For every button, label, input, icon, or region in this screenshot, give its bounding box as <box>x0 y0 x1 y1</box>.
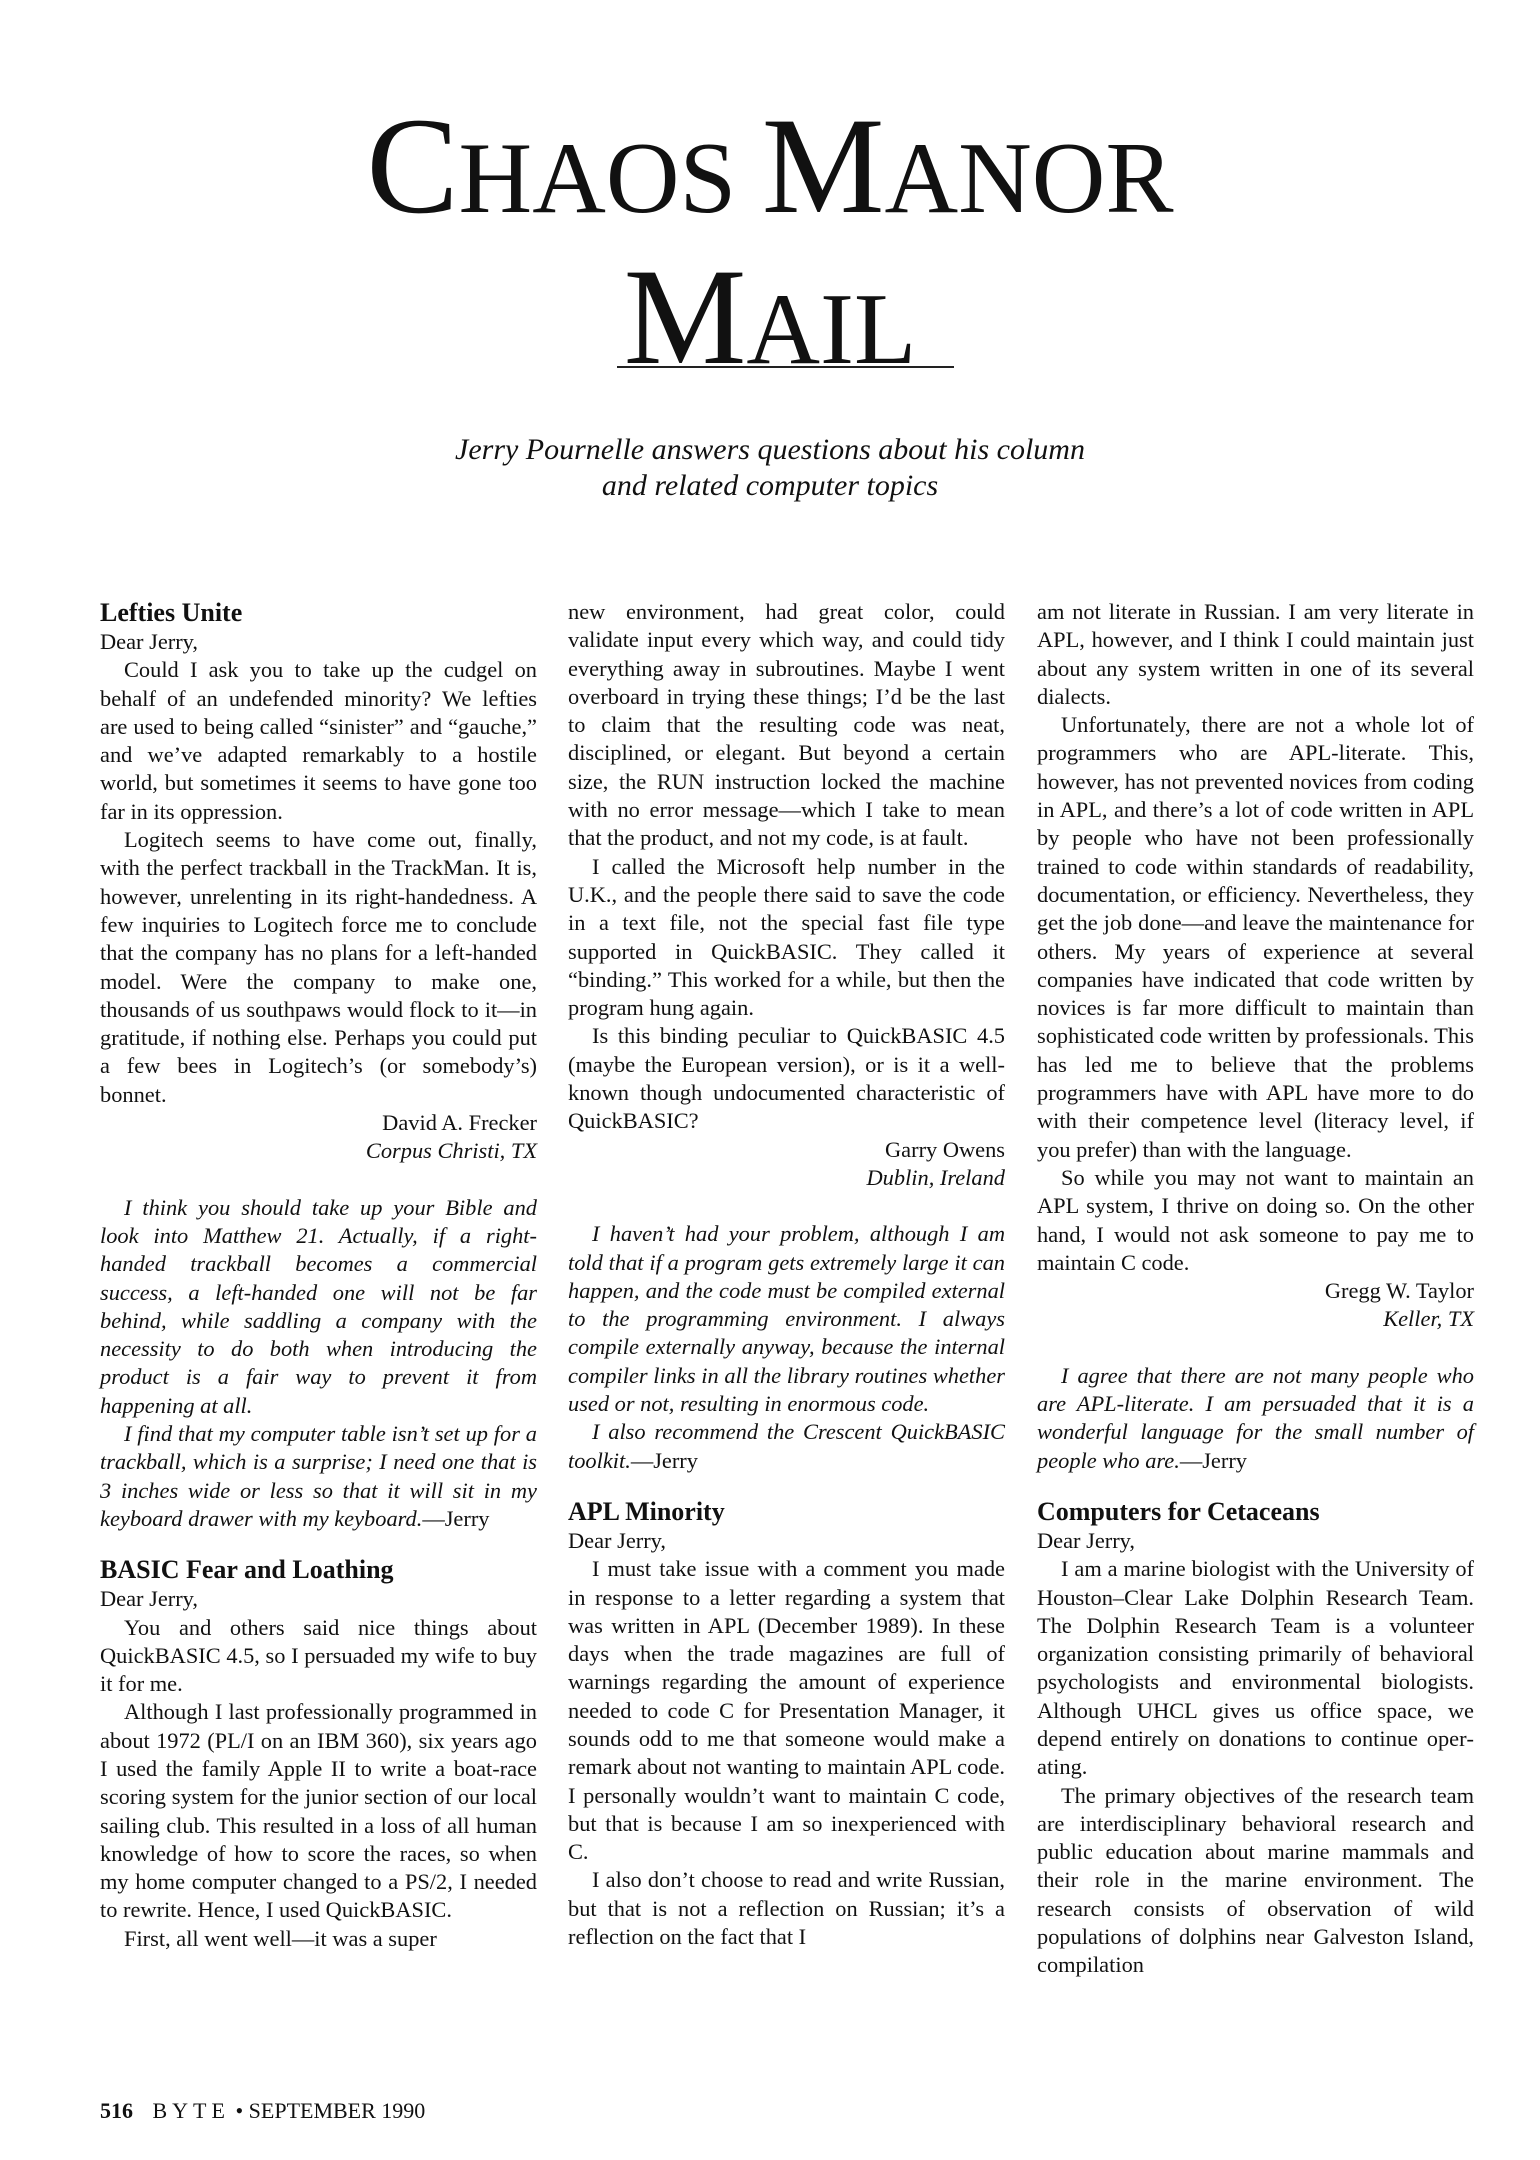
reply-signoff: —Jerry <box>630 1447 698 1473</box>
editor-reply <box>100 1194 537 1420</box>
title-line-2 <box>0 240 1540 410</box>
body-paragraph: First, all went well—it was a super <box>124 1925 437 1951</box>
reply-text: I think you should take up your Bible and look into Matthew 21. Actually, if a right-handed trackball becomes a commercial success, a left-handed one will not be far behind, while saddling a company with the necessity to do both when introducing the product is a fair way to prevent it from happening at all. <box>100 1194 537 1418</box>
page-footer <box>100 2098 425 2124</box>
letter-signature: David A. Frecker <box>382 1110 537 1136</box>
title-glyphs: M <box>623 240 747 393</box>
reply-text: I also recommend the Crescent QuickBASIC toolkit. <box>568 1419 1005 1473</box>
letter-signature: Garry Owens <box>885 1136 1005 1162</box>
letter-signature: Gregg W. Taylor <box>1324 1278 1474 1304</box>
text-column-1 <box>100 598 537 1953</box>
text-column-3 <box>1037 598 1474 1980</box>
section-heading: Computers for Cetaceans <box>1037 1496 1320 1526</box>
title-glyphs: AIL <box>746 273 917 386</box>
body-paragraph: I must take issue with a comment you made in response to a letter regarding a system that was written in APL (December 1989). In these days when the trade magazines are full of warnings regarding the amount of experience needed to code C for Presentation Manager, it sounds odd to me that someone would make a remark about not wanting to maintain APL code. I personally wouldn’t want to maintain C code, but that is because I am so inexperienced with C. <box>568 1556 1005 1865</box>
page-number: 516 <box>100 2098 133 2123</box>
title-glyphs: HAOS <box>458 122 762 235</box>
editor-reply <box>568 1418 1005 1475</box>
body-paragraph: I also don’t choose to read and write Russian, but that is not a reflection on Russian; it’s a reflection on the fact that I <box>568 1867 1005 1950</box>
letter-location: Corpus Christi, TX <box>365 1138 537 1164</box>
section-heading: Lefties Unite <box>100 598 243 627</box>
reply-signoff: —Jerry <box>1179 1447 1247 1473</box>
body-paragraph: I am a marine biologist with the University of Houston–Clear Lake Dolphin Research Team. The Dolphin Research Team is a volunteer organization consisting primarily of behavioral psychologists and environmental biologists. Although UHCL gives us office space, we depend entirely on donations to continue operating. <box>1037 1556 1474 1780</box>
body-paragraph: Although I last professionally programmed in about 1972 (PL/I on an IBM 360), six years ago I used the family Apple II to write a boat-race scoring system for the junior section of our local sailing club. This resulted in a loss of all human knowledge of how to score the races, so when my home computer changed to a PS/2, I needed to rewrite. Hence, I used QuickBASIC. <box>100 1699 537 1923</box>
reply-text: I haven’t had your problem, although I am told that if a program gets extremely large it can happen, and the code must be compiled external to the programming environment. I always compile externally anyway, because the internal compiler links in all the library routines whether used or not, resulting in enormous code. <box>568 1221 1005 1417</box>
title-rule <box>617 366 954 368</box>
title-glyphs: M <box>761 89 885 242</box>
body-paragraph: So while you may not want to maintain an APL system, I thrive on doing so. On the other hand, I would not ask someone to pay me to maintain C code. <box>1037 1164 1474 1275</box>
editor-reply <box>100 1420 537 1533</box>
letter-salutation: Dear Jerry, <box>100 629 199 654</box>
letter-location: Keller, TX <box>1383 1306 1474 1332</box>
body-paragraph: Is this binding peculiar to QuickBASIC 4.5 (maybe the European version), or is it a well-known though undocumented characteristic of QuickBASIC? <box>568 1023 1005 1134</box>
letter-salutation: Dear Jerry, <box>1037 1527 1136 1553</box>
reply-text: I agree that there are not many people who are APL-literate. I am persuaded that it is a wonderful language for the small number of people who are. <box>1037 1362 1474 1473</box>
body-paragraph: The primary objectives of the research team are interdisciplinary behavioral research and public education about marine mammals and their role in the marine environment. The research consists of observation of wild populations of dolphins near Galveston Island, compilation <box>1037 1782 1474 1978</box>
body-paragraph: Logitech seems to have come out, finally, with the perfect trackball in the TrackMan. It is, however, unrelenting in its right-handedness. A few inquiries to Logitech force me to conclude that the company has no plans for a left-handed model. Were the company to make one, thousands of us southpaws would flock to it—in gratitude, if nothing else. Perhaps you could put a few bees in Logitech’s (or somebody’s) bonnet. <box>100 827 537 1107</box>
letter-salutation: Dear Jerry, <box>100 1586 199 1612</box>
magazine-name: BYTE <box>152 2098 230 2123</box>
text-column-2 <box>568 598 1005 1951</box>
footer-separator: • <box>235 2098 244 2123</box>
title-line-1 <box>0 89 1540 259</box>
letter-location: Dublin, Ireland <box>866 1164 1005 1190</box>
body-paragraph: Could I ask you to take up the cudgel on behalf of an undefended minority? We lefties are used to being called “sinister” and “gauche,” and we’ve adapted remarkably to a hostile world, but sometimes it seems to have gone too far in its oppression. <box>100 657 537 824</box>
subtitle-line-2: and related computer topics <box>601 469 939 502</box>
body-paragraph: new environment, had great color, could validate input every which way, and could tidy everything away in subroutines. Maybe I went overboard in trying these things; I’d be the last to claim that the resulting code was neat, disciplined, or elegant. But beyond a certain size, the RUN instruction locked the machine with no error message—which I take to mean that the product, and not my code, is at fault. <box>568 599 1005 851</box>
article-title <box>0 89 1540 410</box>
letter-salutation: Dear Jerry, <box>568 1527 667 1553</box>
article-subtitle <box>0 432 1540 504</box>
subtitle-line-1: Jerry Pournelle answers questions about his column <box>455 433 1085 466</box>
body-paragraph: I called the Microsoft help number in the U.K., and the people there said to save the code in a text file, not the special fast file type supported in QuickBASIC. They called it “binding.” This worked for a while, but then the program hung again. <box>568 853 1005 1021</box>
editor-reply <box>568 1220 1005 1418</box>
body-paragraph: Unfortunately, there are not a whole lot of programmers who are APL-literate. This, however, has not prevented novices from coding in APL, and there’s a lot of code written in APL by people who have not been professionally trained to code within standards of readability, documentation, or efficiency. Nevertheless, they get the job done—and leave the maintenance for others. My years of experience at several companies have indicated that code written by novices is far more difficult to maintain than sophisticated code written by professionals. This has led me to believe that the problems programmers have with APL have more to do with their competence level (literacy level, if you prefer) than with the language. <box>1037 712 1474 1162</box>
editor-reply <box>1037 1362 1474 1475</box>
title-glyphs: C <box>366 89 459 242</box>
reply-text: I find that my computer table isn’t set up for a trackball, which is a surprise; I need one that is 3 inches wide or less so that it will sit in my keyboard drawer with my keyboard. <box>100 1421 537 1531</box>
body-paragraph: am not literate in Russian. I am very literate in APL, however, and I think I could maintain just about any system written in one of its several dialects. <box>1037 599 1474 709</box>
body-paragraph: You and others said nice things about QuickBASIC 4.5, so I persuaded my wife to buy it for me. <box>100 1614 537 1697</box>
issue-date: SEPTEMBER 1990 <box>248 2098 426 2123</box>
reply-signoff: —Jerry <box>422 1505 490 1531</box>
section-heading: BASIC Fear and Loathing <box>100 1555 394 1585</box>
title-glyphs: ANOR <box>884 122 1174 235</box>
section-heading: APL Minority <box>568 1496 725 1526</box>
